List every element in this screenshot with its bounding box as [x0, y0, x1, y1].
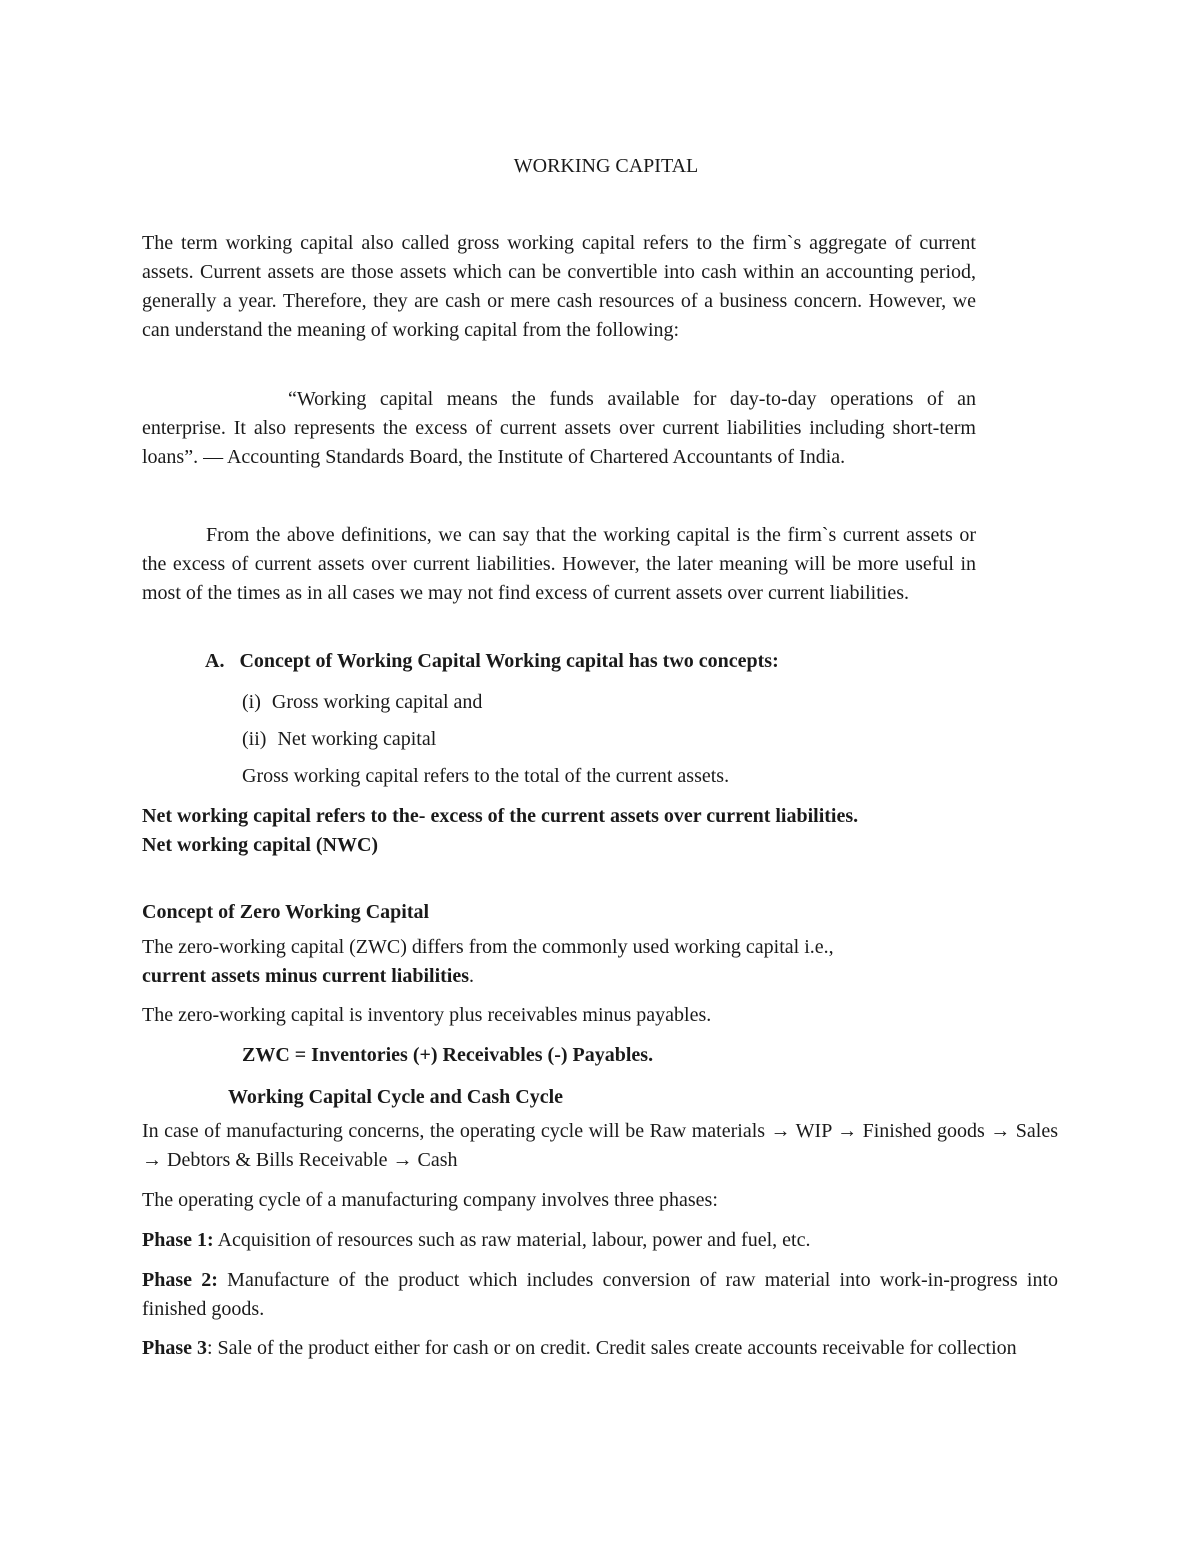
zwc-emphasis: current assets minus current liabilities — [142, 965, 470, 987]
cycle-heading — [228, 1083, 928, 1112]
zwc-formula — [242, 1041, 942, 1070]
list-marker: (ii) — [242, 728, 267, 750]
net-def-line1: Net working capital refers to the- excess of the current assets over current liabilities. — [142, 805, 859, 827]
list-marker: (i) — [242, 691, 261, 713]
cycle-heading-text: Working Capital Cycle and Cash Cycle — [228, 1086, 564, 1108]
concept-heading — [205, 647, 985, 676]
phase-1 — [142, 1226, 1058, 1255]
net-def-line2: Net working capital (NWC) — [142, 834, 379, 856]
zwc-period: . — [469, 965, 475, 987]
zero-working-capital-paragraph — [142, 933, 1042, 991]
phase-1-text: Acquisition of resources such as raw material, labour, power and fuel, etc. — [213, 1229, 811, 1251]
concept-marker: A. — [205, 650, 225, 672]
concept-item-gross — [242, 688, 942, 717]
list-item-text: Net working capital — [277, 728, 437, 750]
concept-heading-text: Concept of Working Capital Working capital has two concepts: — [239, 650, 779, 672]
concept-item-net — [242, 725, 942, 754]
document-title: WORKING CAPITAL — [513, 155, 699, 177]
gross-working-capital-definition: Gross working capital refers to the total of the current assets. — [242, 765, 730, 787]
zero-working-capital-note: The zero-working capital is inventory plus receivables minus payables. — [142, 1004, 712, 1026]
zwc-formula-text: ZWC = Inventories (+) Receivables (-) Payables. — [242, 1044, 654, 1066]
phases-intro: The operating cycle of a manufacturing company involves three phases: — [142, 1189, 718, 1211]
definitions-summary-paragraph: From the above definitions, we can say that the working capital is the firm`s current assets or the excess of current assets over current liabilities. However, the later meaning will be more useful in most of the times as in all cases we may not find excess of current assets over current liabilities. — [142, 524, 976, 604]
phase-3-label: Phase 3 — [142, 1337, 207, 1359]
phase-2-label: Phase 2: — [142, 1269, 218, 1291]
zero-working-capital-heading — [142, 898, 842, 927]
asb-definition-quote: “Working capital means the funds available for day-to-day operations of an enterprise. It also represents the excess of current assets over current liabilities including short-term loans”. — Accounting Standards Board, the Institute of Chartered Accountants of India. — [142, 388, 976, 468]
phase-3 — [142, 1334, 1058, 1363]
net-working-capital-definition — [142, 802, 1102, 860]
zwc-text: The zero-working capital (ZWC) differs from the commonly used working capital i.e., — [142, 936, 834, 958]
phase-1-label: Phase 1: — [142, 1229, 214, 1251]
phase-2 — [142, 1266, 1058, 1324]
operating-cycle-paragraph: In case of manufacturing concerns, the operating cycle will be Raw materials → WIP → Finished goods → Sales → Debtors & Bills Receivable → Cash — [142, 1120, 1058, 1171]
zero-heading-text: Concept of Zero Working Capital — [142, 901, 430, 923]
phase-2-text: Manufacture of the product which includes conversion of raw material into work-in-progress into finished goods. — [142, 1269, 1058, 1320]
intro-paragraph: The term working capital also called gross working capital refers to the firm`s aggregate of current assets. Current assets are those assets which can be convertible into cash within an accounting period, generally a year. Therefore, they are cash or mere cash resources of a business concern. However, we can understand the meaning of working capital from the following: — [142, 232, 976, 341]
phase-3-text: : Sale of the product either for cash or on credit. Credit sales create accounts receivable for collection — [207, 1337, 1017, 1359]
list-item-text: Gross working capital and — [271, 691, 483, 713]
